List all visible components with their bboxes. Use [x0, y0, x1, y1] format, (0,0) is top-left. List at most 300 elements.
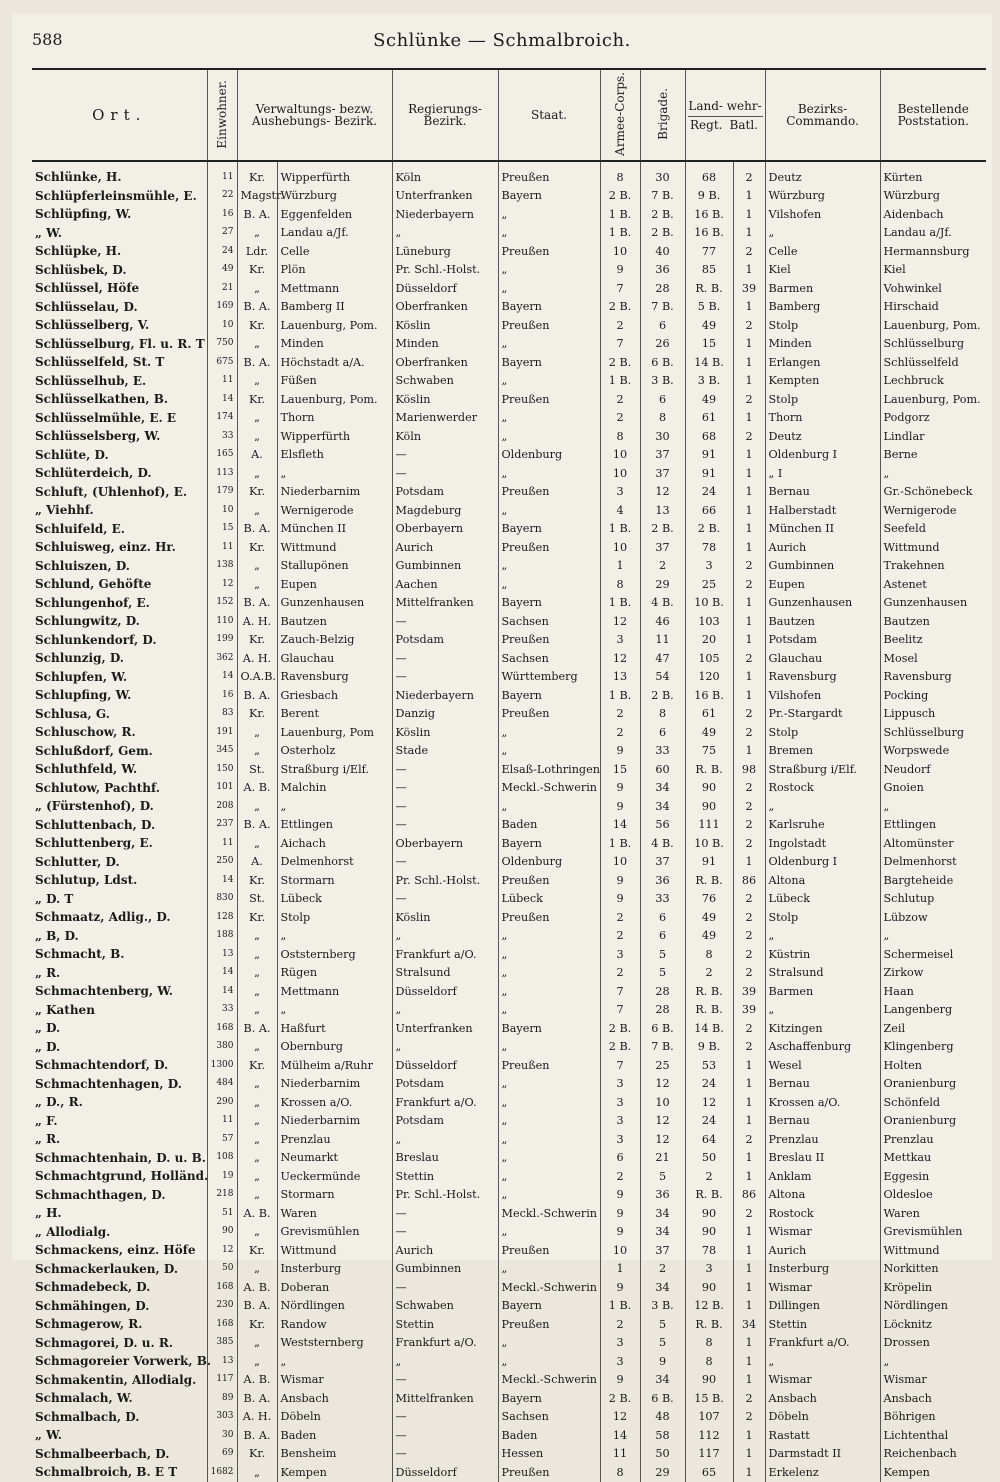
army-corps-cell: 10 [600, 538, 640, 557]
brigade-cell: 34 [640, 1204, 685, 1223]
district-cell: Lauenburg, Pom [277, 723, 392, 742]
landwehr-regiment-cell: R. B. [685, 1001, 733, 1020]
district-type-cell: „ [237, 1112, 277, 1131]
army-corps-cell: 3 [600, 1075, 640, 1094]
table-row [32, 1445, 986, 1464]
population-cell: 168 [207, 1315, 237, 1334]
landwehr-regiment-cell: 14 B. [685, 353, 733, 372]
table-row [32, 353, 986, 372]
army-corps-cell: 9 [600, 797, 640, 816]
state-cell: Baden [498, 1426, 600, 1445]
landwehr-regiment-cell: 107 [685, 1408, 733, 1427]
brigade-cell: 5 [640, 1167, 685, 1186]
army-corps-cell: 13 [600, 668, 640, 687]
place-name-cell: Schmackerlauken, D. [32, 1260, 207, 1279]
col-header-einwohner: Einwohner. [207, 69, 237, 161]
state-cell: Preußen [498, 538, 600, 557]
district-type-cell: Kr. [237, 316, 277, 335]
district-cell: Insterburg [277, 1260, 392, 1279]
government-district-cell: — [392, 1445, 498, 1464]
government-district-cell: Stettin [392, 1167, 498, 1186]
district-command-cell: „ [765, 224, 880, 243]
table-row [32, 187, 986, 206]
place-name-cell: „ B, D. [32, 927, 207, 946]
army-corps-cell: 3 [600, 1334, 640, 1353]
district-cell: Bautzen [277, 612, 392, 631]
district-cell: Kempen [277, 1463, 392, 1482]
table-row [32, 1186, 986, 1205]
landwehr-battalion-cell: 2 [733, 834, 765, 853]
post-station-cell: Mettkau [883, 1151, 932, 1165]
government-district-cell: Gumbinnen [392, 1260, 498, 1279]
landwehr-battalion-cell: 1 [733, 1463, 765, 1482]
district-cell: Baden [277, 1426, 392, 1445]
district-command-cell: Gunzenhausen [765, 594, 880, 613]
landwehr-regiment-cell: 8 [685, 1352, 733, 1371]
army-corps-cell: 2 [600, 1315, 640, 1334]
army-corps-cell: 2 [600, 705, 640, 724]
place-name-cell: „ D. T [32, 890, 207, 909]
landwehr-regiment-cell: R. B. [685, 982, 733, 1001]
brigade-cell: 36 [640, 1186, 685, 1205]
place-name-cell: „ Viehhf. [32, 501, 207, 520]
population-cell: 16 [207, 686, 237, 705]
district-type-cell: Kr. [237, 871, 277, 890]
landwehr-regiment-cell: 3 B. [685, 372, 733, 391]
place-name-cell: Schmachtenhagen, D. [32, 1075, 207, 1094]
population-cell: 218 [207, 1186, 237, 1205]
government-district-cell: — [392, 1408, 498, 1427]
table-row [32, 1241, 986, 1260]
brigade-cell: 6 B. [640, 353, 685, 372]
state-cell: „ [498, 261, 600, 280]
landwehr-regiment-cell: 3 [685, 557, 733, 576]
district-type-cell: B. A. [237, 1389, 277, 1408]
army-corps-cell: 9 [600, 261, 640, 280]
army-corps-cell: 7 [600, 1056, 640, 1075]
landwehr-regiment-cell: 68 [685, 161, 733, 187]
district-command-cell: Straßburg i/Elf. [765, 760, 880, 779]
army-corps-cell: 8 [600, 161, 640, 187]
table-row [32, 1352, 986, 1371]
table-row [32, 279, 986, 298]
government-district-cell: Magdeburg [392, 501, 498, 520]
landwehr-battalion-cell: 1 [733, 538, 765, 557]
government-district-cell: Oberfranken [392, 298, 498, 317]
district-command-cell: München II [765, 520, 880, 539]
landwehr-battalion-cell: 1 [733, 261, 765, 280]
army-corps-cell: 2 B. [600, 1019, 640, 1038]
landwehr-battalion-cell: 1 [733, 464, 765, 483]
state-cell: Bayern [498, 187, 600, 206]
district-cell: Zauch-Belzig [277, 631, 392, 650]
state-cell: „ [498, 372, 600, 391]
district-cell: Bensheim [277, 1445, 392, 1464]
government-district-cell: „ [392, 1001, 498, 1020]
place-name-cell: Schlupfen, W. [32, 668, 207, 687]
population-cell: 188 [207, 927, 237, 946]
landwehr-regiment-cell: 15 [685, 335, 733, 354]
brigade-cell: 46 [640, 612, 685, 631]
post-station-cell: Lauenburg, Pom. [883, 392, 981, 406]
government-district-cell: Düsseldorf [392, 1056, 498, 1075]
district-command-cell: Barmen [765, 279, 880, 298]
army-corps-cell: 3 [600, 1130, 640, 1149]
table-row [32, 1223, 986, 1242]
table-row [32, 705, 986, 724]
district-type-cell: A. [237, 853, 277, 872]
table-row [32, 205, 986, 224]
landwehr-regiment-cell: 14 B. [685, 1019, 733, 1038]
state-cell: Meckl.-Schwerin [498, 779, 600, 798]
post-station-cell: Haan [883, 984, 914, 998]
post-station-cell: Würzburg [883, 189, 940, 203]
state-cell: „ [498, 927, 600, 946]
table-row [32, 742, 986, 761]
population-cell: 89 [207, 1389, 237, 1408]
district-command-cell: Bamberg [765, 298, 880, 317]
district-command-cell: Anklam [765, 1167, 880, 1186]
landwehr-battalion-cell: 2 [733, 316, 765, 335]
district-cell: Krossen a/O. [277, 1093, 392, 1112]
landwehr-regiment-cell: 3 [685, 1260, 733, 1279]
table-row [32, 1093, 986, 1112]
district-cell: Osterholz [277, 742, 392, 761]
table-row [32, 834, 986, 853]
army-corps-cell: 10 [600, 1241, 640, 1260]
population-cell: 14 [207, 390, 237, 409]
post-station-cell: Schlüsselburg [883, 337, 964, 351]
government-district-cell: Stade [392, 742, 498, 761]
landwehr-battalion-cell: 2 [733, 964, 765, 983]
district-command-cell: Oldenburg I [765, 446, 880, 465]
district-cell: Wipperfürth [277, 427, 392, 446]
government-district-cell: Köslin [392, 316, 498, 335]
state-cell: Preußen [498, 316, 600, 335]
district-command-cell: Wismar [765, 1223, 880, 1242]
district-type-cell: B. A. [237, 353, 277, 372]
district-type-cell: „ [237, 1186, 277, 1205]
district-cell: Mettmann [277, 982, 392, 1001]
post-station-cell: Klingenberg [883, 1040, 954, 1054]
district-cell: Minden [277, 335, 392, 354]
district-type-cell: „ [237, 1038, 277, 1057]
district-cell: Stallupönen [277, 557, 392, 576]
population-cell: 13 [207, 1352, 237, 1371]
landwehr-regiment-cell: 103 [685, 612, 733, 631]
landwehr-battalion-cell: 2 [733, 1389, 765, 1408]
place-name-cell: Schlusa, G. [32, 705, 207, 724]
post-station-cell: Landau a/Jf. [883, 226, 952, 240]
state-cell: „ [498, 1352, 600, 1371]
table-row [32, 612, 986, 631]
post-station-cell: Worpswede [883, 744, 950, 758]
landwehr-regiment-cell: 49 [685, 390, 733, 409]
landwehr-regiment-cell: 10 B. [685, 834, 733, 853]
post-station-cell: Oranienburg [883, 1114, 957, 1128]
brigade-cell: 37 [640, 538, 685, 557]
landwehr-regiment-cell: 90 [685, 779, 733, 798]
landwehr-battalion-cell: 1 [733, 1093, 765, 1112]
district-command-cell: Bernau [765, 1112, 880, 1131]
government-district-cell: Unterfranken [392, 187, 498, 206]
landwehr-battalion-cell: 1 [733, 1371, 765, 1390]
government-district-cell: Lüneburg [392, 242, 498, 261]
landwehr-regiment-cell: 90 [685, 797, 733, 816]
population-cell: 191 [207, 723, 237, 742]
district-command-cell: Stettin [765, 1315, 880, 1334]
post-station-cell: „ [883, 1354, 890, 1368]
army-corps-cell: 14 [600, 816, 640, 835]
population-cell: 69 [207, 1445, 237, 1464]
state-cell: „ [498, 1260, 600, 1279]
landwehr-battalion-cell: 1 [733, 1352, 765, 1371]
army-corps-cell: 1 B. [600, 1297, 640, 1316]
landwehr-battalion-cell: 1 [733, 1241, 765, 1260]
table-row [32, 853, 986, 872]
landwehr-regiment-cell: 91 [685, 446, 733, 465]
district-cell: Berent [277, 705, 392, 724]
place-name-cell: Schmaatz, Adlig., D. [32, 908, 207, 927]
landwehr-battalion-cell: 2 [733, 1204, 765, 1223]
state-cell: Preußen [498, 1315, 600, 1334]
army-corps-cell: 11 [600, 1445, 640, 1464]
district-cell: Ansbach [277, 1389, 392, 1408]
table-row [32, 1408, 986, 1427]
table-row [32, 1371, 986, 1390]
state-cell: Bayern [498, 834, 600, 853]
population-cell: 128 [207, 908, 237, 927]
government-district-cell: — [392, 816, 498, 835]
district-type-cell: A. H. [237, 649, 277, 668]
post-station-cell: Prenzlau [883, 1132, 934, 1146]
table-row [32, 668, 986, 687]
state-cell: „ [498, 982, 600, 1001]
district-cell: Nördlingen [277, 1297, 392, 1316]
government-district-cell: Frankfurt a/O. [392, 1334, 498, 1353]
post-station-cell: „ [883, 466, 890, 480]
government-district-cell: Oberbayern [392, 520, 498, 539]
brigade-cell: 29 [640, 1463, 685, 1482]
post-station-cell: Holten [883, 1058, 922, 1072]
district-command-cell: Bernau [765, 1075, 880, 1094]
landwehr-regiment-cell: 78 [685, 1241, 733, 1260]
landwehr-battalion-cell: 1 [733, 1149, 765, 1168]
landwehr-battalion-cell: 1 [733, 520, 765, 539]
district-command-cell: Wismar [765, 1371, 880, 1390]
place-name-cell: Schlüsselburg, Fl. u. R. T [32, 335, 207, 354]
landwehr-regiment-cell: 8 [685, 1334, 733, 1353]
army-corps-cell: 3 [600, 945, 640, 964]
government-district-cell: Pr. Schl.-Holst. [392, 1186, 498, 1205]
population-cell: 51 [207, 1204, 237, 1223]
government-district-cell: Düsseldorf [392, 982, 498, 1001]
table-row [32, 261, 986, 280]
landwehr-battalion-cell: 86 [733, 871, 765, 890]
district-type-cell: „ [237, 224, 277, 243]
district-type-cell: „ [237, 335, 277, 354]
district-cell: „ [277, 464, 392, 483]
landwehr-regiment-cell: 9 B. [685, 1038, 733, 1057]
brigade-cell: 37 [640, 464, 685, 483]
population-cell: 11 [207, 538, 237, 557]
state-cell: Meckl.-Schwerin [498, 1278, 600, 1297]
table-row [32, 1149, 986, 1168]
table-row [32, 631, 986, 650]
district-command-cell: Barmen [765, 982, 880, 1001]
state-cell: Preußen [498, 908, 600, 927]
government-district-cell: — [392, 760, 498, 779]
brigade-cell: 50 [640, 1445, 685, 1464]
government-district-cell: — [392, 1371, 498, 1390]
district-type-cell: „ [237, 1223, 277, 1242]
army-corps-cell: 1 B. [600, 834, 640, 853]
state-cell: Baden [498, 816, 600, 835]
post-station-cell: Zeil [883, 1021, 906, 1035]
army-corps-cell: 3 [600, 631, 640, 650]
district-command-cell: Rostock [765, 779, 880, 798]
district-command-cell: Gumbinnen [765, 557, 880, 576]
army-corps-cell: 2 [600, 908, 640, 927]
district-type-cell: „ [237, 1260, 277, 1279]
government-district-cell: Schwaben [392, 1297, 498, 1316]
state-cell: „ [498, 964, 600, 983]
place-name-cell: Schmalach, W. [32, 1389, 207, 1408]
brigade-cell: 56 [640, 816, 685, 835]
army-corps-cell: 9 [600, 1204, 640, 1223]
table-row [32, 1001, 986, 1020]
landwehr-regiment-cell: 49 [685, 927, 733, 946]
state-cell: „ [498, 1093, 600, 1112]
district-cell: Plön [277, 261, 392, 280]
district-type-cell: „ [237, 742, 277, 761]
government-district-cell: Aachen [392, 575, 498, 594]
army-corps-cell: 10 [600, 446, 640, 465]
landwehr-regiment-cell: 24 [685, 1112, 733, 1131]
brigade-cell: 7 B. [640, 1038, 685, 1057]
brigade-cell: 9 [640, 1352, 685, 1371]
place-name-cell: Schmadebeck, D. [32, 1278, 207, 1297]
district-type-cell: „ [237, 464, 277, 483]
landwehr-battalion-cell: 1 [733, 483, 765, 502]
landwehr-battalion-cell: 2 [733, 797, 765, 816]
government-district-cell: Niederbayern [392, 686, 498, 705]
government-district-cell: Stettin [392, 1315, 498, 1334]
population-cell: 15 [207, 520, 237, 539]
landwehr-regiment-cell: R. B. [685, 279, 733, 298]
landwehr-battalion-cell: 2 [733, 908, 765, 927]
landwehr-battalion-cell: 2 [733, 427, 765, 446]
army-corps-cell: 3 [600, 1352, 640, 1371]
place-name-cell: Schlunkendorf, D. [32, 631, 207, 650]
state-cell: „ [498, 1167, 600, 1186]
army-corps-cell: 9 [600, 1186, 640, 1205]
army-corps-cell: 15 [600, 760, 640, 779]
army-corps-cell: 9 [600, 1371, 640, 1390]
brigade-cell: 2 [640, 557, 685, 576]
district-type-cell: B. A. [237, 520, 277, 539]
table-row [32, 1278, 986, 1297]
district-cell: Stormarn [277, 1186, 392, 1205]
district-command-cell: Aurich [765, 1241, 880, 1260]
state-cell: Bayern [498, 298, 600, 317]
army-corps-cell: 9 [600, 1278, 640, 1297]
government-district-cell: — [392, 464, 498, 483]
army-corps-cell: 2 [600, 409, 640, 428]
population-cell: 83 [207, 705, 237, 724]
government-district-cell: „ [392, 1352, 498, 1371]
place-name-cell: „ D., R. [32, 1093, 207, 1112]
landwehr-regiment-cell: R. B. [685, 871, 733, 890]
district-type-cell: „ [237, 1149, 277, 1168]
brigade-cell: 12 [640, 1075, 685, 1094]
district-cell: Rügen [277, 964, 392, 983]
landwehr-battalion-cell: 2 [733, 927, 765, 946]
table-row [32, 316, 986, 335]
landwehr-regiment-cell: 12 B. [685, 1297, 733, 1316]
table-row [32, 335, 986, 354]
government-district-cell: Potsdam [392, 631, 498, 650]
post-station-cell: Mosel [883, 651, 918, 665]
state-cell: Bayern [498, 520, 600, 539]
army-corps-cell: 2 [600, 1167, 640, 1186]
district-type-cell: „ [237, 797, 277, 816]
landwehr-battalion-cell: 86 [733, 1186, 765, 1205]
landwehr-battalion-cell: 2 [733, 945, 765, 964]
government-district-cell: Unterfranken [392, 1019, 498, 1038]
army-corps-cell: 1 B. [600, 594, 640, 613]
place-name-cell: Schluschow, R. [32, 723, 207, 742]
government-district-cell: Marienwerder [392, 409, 498, 428]
brigade-cell: 26 [640, 335, 685, 354]
government-district-cell: Potsdam [392, 1112, 498, 1131]
table-row [32, 594, 986, 613]
state-cell: „ [498, 1130, 600, 1149]
district-type-cell: „ [237, 279, 277, 298]
state-cell: „ [498, 409, 600, 428]
government-district-cell: Köln [392, 161, 498, 187]
army-corps-cell: 14 [600, 1426, 640, 1445]
government-district-cell: — [392, 1426, 498, 1445]
post-station-cell: Ansbach [883, 1391, 932, 1405]
state-cell: Preußen [498, 631, 600, 650]
population-cell: 21 [207, 279, 237, 298]
district-type-cell: B. A. [237, 686, 277, 705]
district-cell: Döbeln [277, 1408, 392, 1427]
col-header-landwehr [685, 69, 765, 161]
table-row [32, 797, 986, 816]
state-cell: Elsaß-Lothringen [498, 760, 600, 779]
district-cell: Straßburg i/Elf. [277, 760, 392, 779]
population-cell: 830 [207, 890, 237, 909]
district-command-cell: Darmstadt II [765, 1445, 880, 1464]
state-cell: Meckl.-Schwerin [498, 1204, 600, 1223]
post-station-cell: Kempen [883, 1465, 930, 1479]
government-district-cell: Potsdam [392, 1075, 498, 1094]
place-name-cell: Schlund, Gehöfte [32, 575, 207, 594]
government-district-cell: Stralsund [392, 964, 498, 983]
place-name-cell: Schlüsselkathen, B. [32, 390, 207, 409]
landwehr-battalion-cell: 1 [733, 501, 765, 520]
government-district-cell: — [392, 890, 498, 909]
landwehr-regiment-cell: 66 [685, 501, 733, 520]
district-type-cell: A. B. [237, 1371, 277, 1390]
district-cell: Randow [277, 1315, 392, 1334]
district-type-cell: „ [237, 1463, 277, 1482]
place-name-cell: „ R. [32, 1130, 207, 1149]
landwehr-battalion-cell: 2 [733, 1408, 765, 1427]
government-district-cell: Pr. Schl.-Holst. [392, 871, 498, 890]
